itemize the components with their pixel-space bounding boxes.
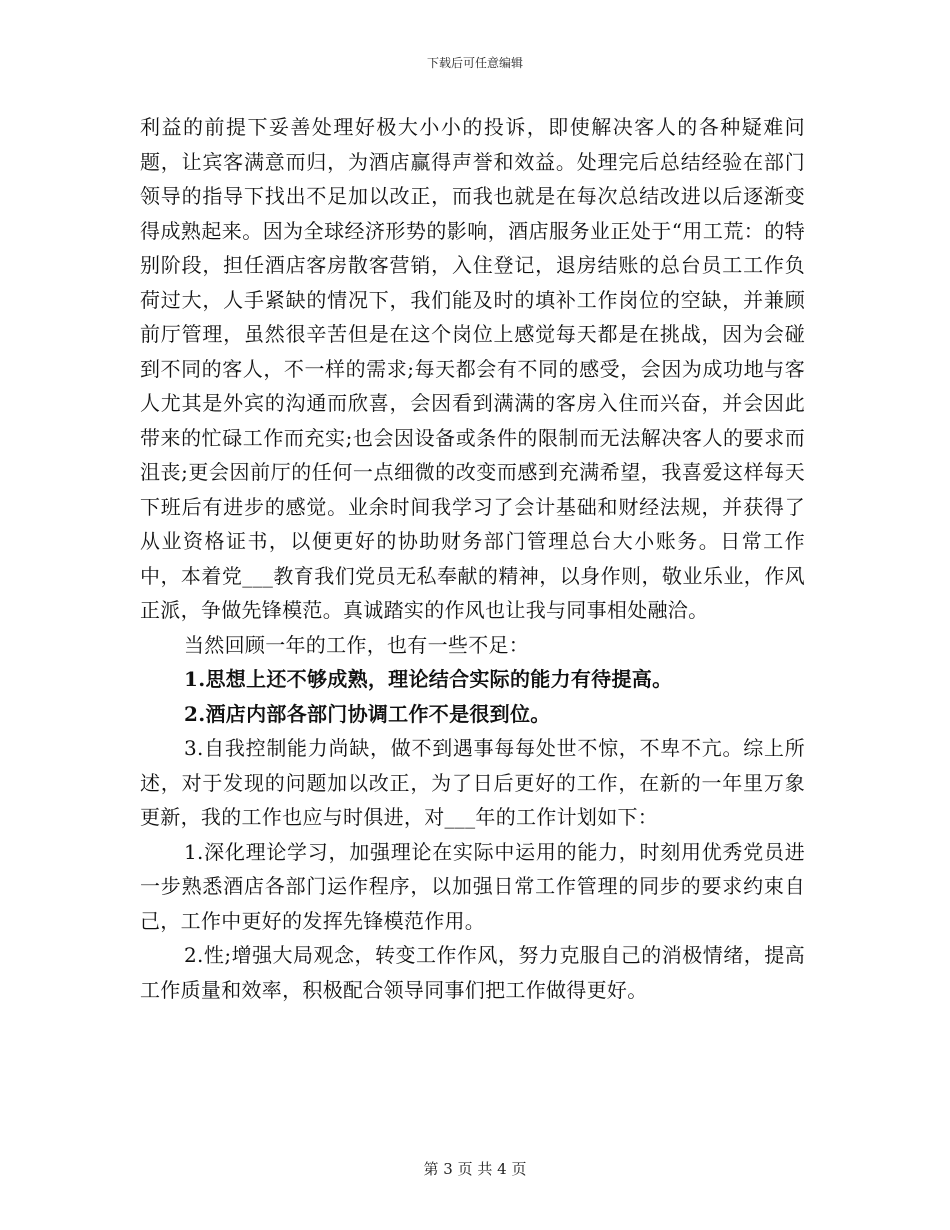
paragraph-shortcoming-2: 2.酒店内部各部门协调工作不是很到位。 [184,701,551,726]
paragraph-plan-1: 1.深化理论学习，加强理论在实际中运用的能力，时刻用优秀党员进一步熟悉酒店各部门运作程序，以加强日常工作管理的同步的要求约束自己，工作中更好的发挥先锋模范作用。 [140,839,805,933]
document-body [140,110,805,1007]
page-footer: 第 3 页 共 4 页 [423,1160,527,1178]
paragraph-plan-2: 2.性;增强大局观念，转变工作作风，努力克服自己的消极情绪，提高工作质量和效率，积极配合领导同事们把工作做得更好。 [140,943,805,1002]
page-header: 下载后可任意编辑 [426,56,523,70]
paragraph-body-continued: 利益的前提下妥善处理好极大小小的投诉，即使解决客人的各种疑难问题，让宾客满意而归，为酒店赢得声誉和效益。处理完后总结经验在部门领导的指导下找出不足加以改正，而我也就是在每次总结改进以后逐渐变得成熟起来。因为全球经济形势的影响，酒店服务业正处于“用工荒：的特别阶段，担任酒店客房散客营销，入住登记，退房结账的总台员工工作负荷过大，人手紧缺的情况下，我们能及时的填补工作岗位的空缺，并兼顾前厅管理，虽然很辛苦但是在这个岗位上感觉每天都是在挑战，因为会碰到不同的客人，不一样的需求;每天都会有不同的感受，会因为成功地与客人尤其是外宾的沟通而欣喜，会因看到满满的客房入住而兴奋，并会因此带来的忙碌工作而充实;也会因设备或条件的限制而无法解决客人的要求而沮丧;更会因前厅的任何一点细微的改变而感到充满希望，我喜爱这样每天下班后有进步的感觉。业余时间我学习了会计基础和财经法规，并获得了从业资格证书，以便更好的协助财务部门管理总台大小账务。日常工作中，本着党___教育我们党员无私奉献的精神，以身作则，敬业乐业，作风正派，争做先锋模范。真诚踏实的作风也让我与同事相处融洽。 [140,115,805,622]
paragraph-shortcoming-1: 1.思想上还不够成熟，理论结合实际的能力有待提高。 [184,667,673,691]
paragraph-shortcoming-3: 3.自我控制能力尚缺，做不到遇事每每处世不惊，不卑不亢。综上所述，对于发现的问题加以改正，为了日后更好的工作，在新的一年里万象更新，我的工作也应与时俱进，对___年的工作计划如下： [140,736,805,829]
paragraph-shortcomings-intro: 当然回顾一年的工作，也有一些不足： [184,632,530,657]
